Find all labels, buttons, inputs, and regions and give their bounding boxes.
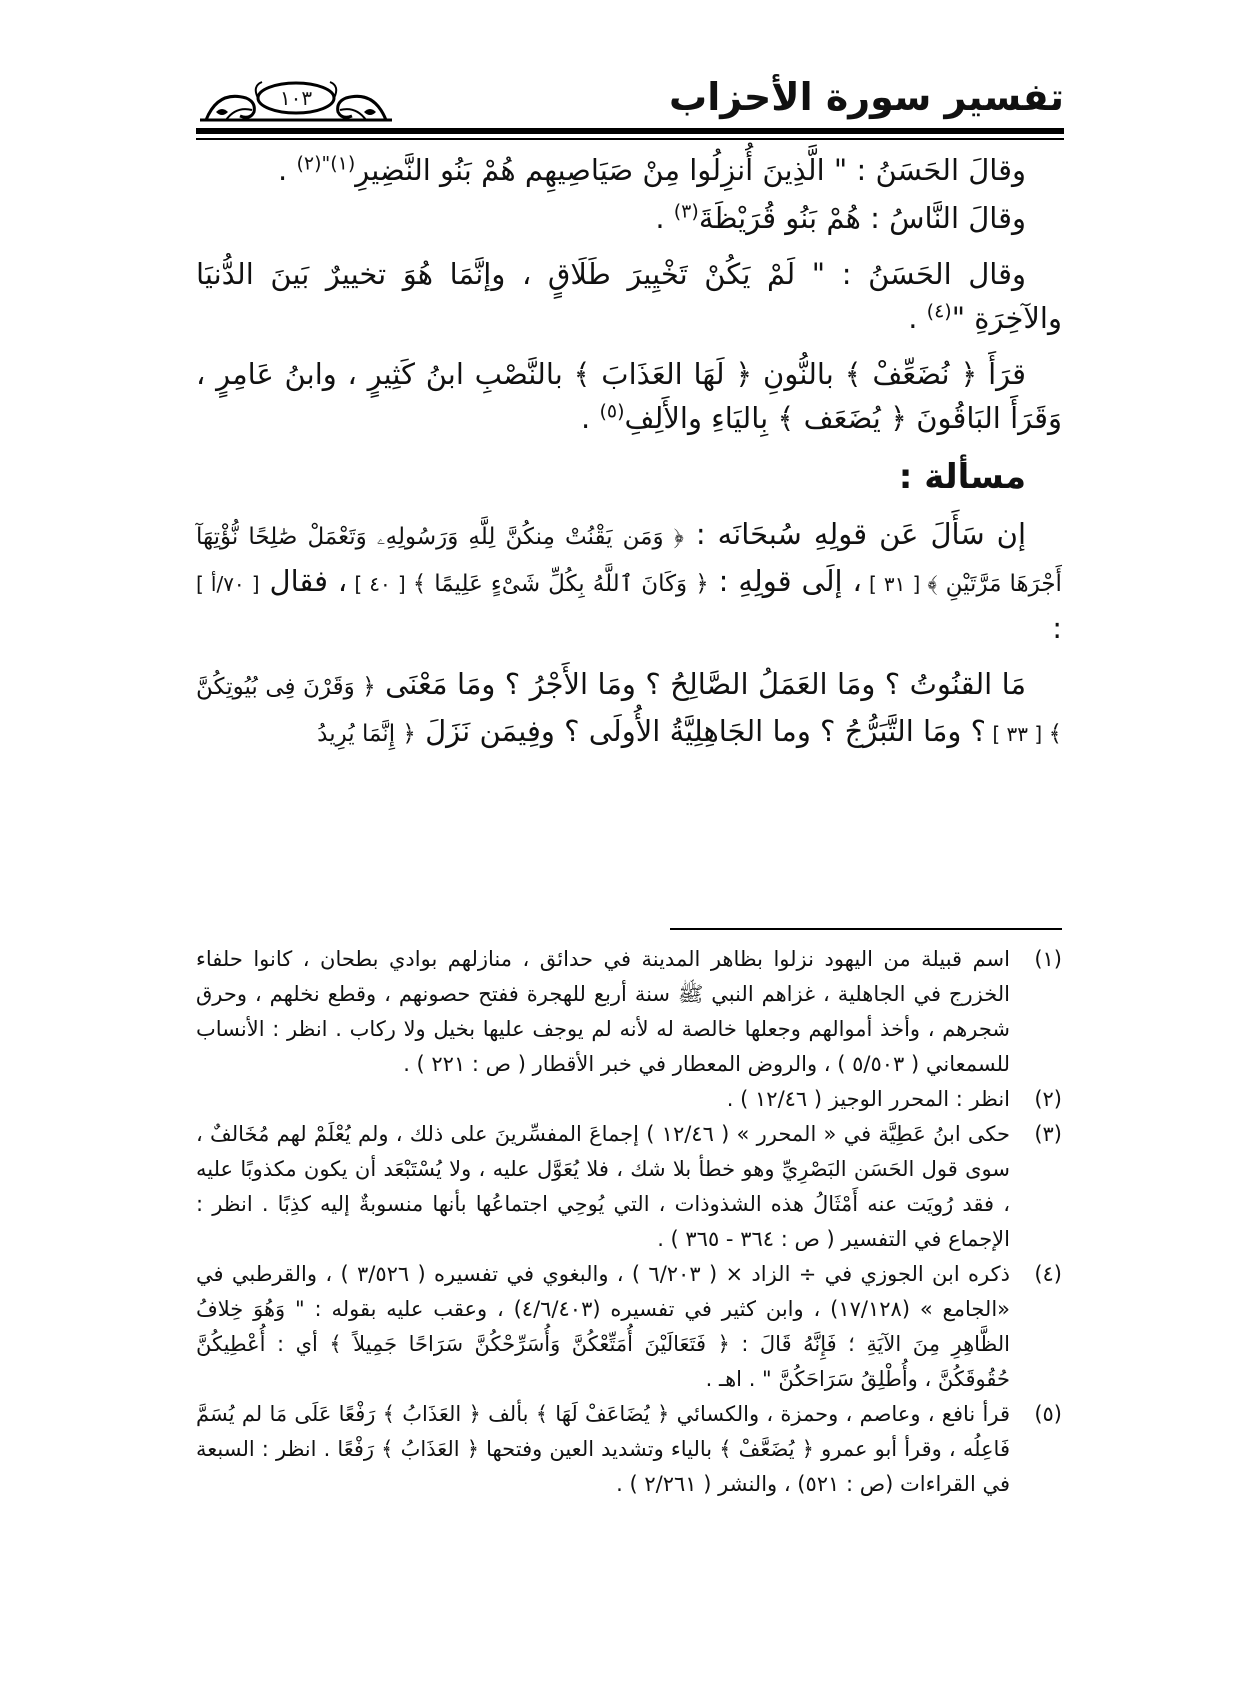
paragraph-1 [196,148,1062,192]
paragraph-end: . [655,201,674,235]
footnote-text: انظر : المحرر الوجيز ( ١٢/٤٦ ) . [726,1087,1010,1111]
footnote-text: حكى ابنُ عَطِيَّة في « المحرر » ( ١٢/٤٦ ) إجماعَ المفسِّرينَ على ذلك ، ولم يُعْلَمْ لهم مُخَالفٌ ، سوى قول الحَسَن البَصْرِيِّ وهو خطأ بلا شك ، فلا يُعَوَّل عليه ، ولا يُسْتَبْعَد أن يكون مكذوبًا عليه ، فقد رُويَت عنه أَمْثَالُ هذه الشذوذات ، التي يُوحِي اجتماعُها بأنها منسوبةٌ إليه كذِبًا . انظر : الإجماع في التفسير ( ص : ٣٦٤ - ٣٦٥ ) . [196,1122,1010,1251]
paragraph-end: . [278,153,297,187]
header-rule-thick [196,128,1064,134]
page-number: ١٠٣ [279,86,313,110]
footnote-5 [196,1397,1062,1502]
quran-quote: ﴿ لَهَا العَذَابَ ﴾ [573,357,753,391]
main-text [196,148,1062,768]
page-header [196,70,1064,126]
paragraph-text: وقالَ النَّاسُ : هُمْ بَنُو قُرَيْظَةَ [698,201,1026,235]
footnote-1 [196,942,1062,1082]
footnote-text: اسم قبيلة من اليهود نزلوا بظاهر المدينة في حدائق ، منازلهم بوادي بطحان ، كانوا حلفاء الخزرج في الجاهلية ، غزاهم النبي ﷺ سنة أربع للهجرة ففتح حصونهم ، وقطع نخلهم ، وحرق شجرهم ، وأخذ أموالهم وجعلها خالصة له لأنه لم يوجف عليها بخيل ولا ركاب . انظر : الأنساب للسمعاني ( ٥/٥٠٣ ) ، والروض المعطار في خبر الأقطار ( ص : ٢٢١ ) . [196,947,1010,1076]
paragraph-6 [196,662,1062,756]
footnote-number: (٥) [1034,1402,1062,1426]
paragraph-5 [196,512,1062,650]
footnote-number: (٢) [1034,1087,1062,1111]
footnote-number: (٤) [1034,1262,1062,1286]
footnote-4 [196,1257,1062,1397]
paragraph-text: ؟ ومَا التَّبَرُّجُ ؟ وما الجَاهِلِيَّةُ الأُولَى ؟ وفِيمَن نَزَلَ [415,714,986,748]
paragraph-text: وقال الحَسَنُ : " لَمْ يَكُنْ تَخْيِيرَ طَلَاقٍ ، وإنَّمَا هُوَ تخييرٌ بَينَ الدُّنيَا والآخِرَةِ " [196,257,1062,335]
section-title: مسألة : [898,457,1026,497]
paragraph-3 [196,252,1062,340]
running-title: تفسير سورة الأحزاب [669,75,1064,119]
paragraph-text: إن سَأَلَ عَن قولِهِ سُبحَانَه : [683,517,1027,551]
quran-quote: ﴿ نُضَعِّفْ ﴾ [844,357,978,391]
footnote-number: (١) [1034,947,1062,971]
verse-reference: [ ٤٠ ] [347,572,413,596]
footnote-number: (٣) [1034,1122,1062,1146]
quran-quote: ﴿ وَكَانَ ٱللَّهُ بِكُلِّ شَىْءٍ عَلِيمًا ﴾ [412,571,709,597]
quran-quote: ﴿ وَقَرْنَ فِى بُيُوتِكُنَّ ﴾ [196,674,1062,747]
paragraph-text: بالنُّونِ [752,357,845,391]
paragraph-text: بالنَّصْبِ ابنُ كَثِيرٍ ، وابنُ عَامِرٍ ، وَقَرَأَ البَاقُونَ [196,357,1062,435]
quran-quote: ﴿ وَمَن يَقْنُتْ مِنكُنَّ لِلَّهِ وَرَسُولِهِۦ وَتَعْمَلْ صَٰلِحًا نُّؤْتِهَآ أَجْرَهَا مَرَّتَيْنِ ﴾ [196,524,1062,597]
footnote-marker[interactable]: (٣) [673,200,699,223]
footnote-text: قرأ نافع ، وعاصم ، وحمزة ، والكسائي ﴿ يُضَاعَفْ لَهَا ﴾ بألف ﴿ العَذَابُ ﴾ رَفْعًا عَلَى مَا لم يُسَمَّ فَاعِلُه ، وقرأ أبو عمرو ﴿ يُضَعَّفْ ﴾ بالياء وتشديد العين وفتحها ﴿ العَذَابُ ﴾ رَفْعًا . انظر : السبعة في القراءات (ص : ٥٢١) ، والنشر ( ٢/٢٦١ ) . [196,1402,1010,1496]
paragraph-text: ، إلَى قولِهِ : [708,564,862,598]
paragraph-4 [196,352,1062,440]
manuscript-folio-reference: [ ٧٠/أ ] [196,572,260,596]
paragraph-text: ، فقال [259,564,348,598]
paragraph-text: بِاليَاءِ والأَلِفِ [624,401,778,435]
footnote-text: ذكره ابن الجوزي في ÷ الزاد × ( ٦/٢٠٣ ) ، والبغوي في تفسيره ( ٣/٥٢٦ ) ، والقرطبي في «الجامع » (١٧/١٢٨) ، وابن كثير في تفسيره (٤/٦/٤٠٣) ، وعقب عليه بقوله : " وَهُوَ خِلافُ الظَّاهِرِ مِنَ الآيَةِ ؛ فَإِنَّهُ قَالَ : ﴿ فَتَعَالَيْنَ أُمَتِّعْكُنَّ وَأُسَرِّحْكُنَّ سَرَاحًا جَمِيلاً ﴾ أي : أُعْطِيكُنَّ حُقُوقَكُنَّ ، وأُطْلِقُ سَرَاحَكُنَّ " . اهـ . [196,1262,1011,1391]
paragraph-text: مَا القنُوتُ ؟ ومَا العَمَلُ الصَّالِحُ ؟ ومَا الأَجْرُ ؟ ومَا مَعْنَى [375,667,1027,701]
footnote-3 [196,1117,1062,1257]
footnote-2 [196,1082,1062,1117]
verse-reference: [ ٣٣ ] [985,722,1049,746]
verse-reference: [ ٣١ ] [861,572,928,596]
quran-quote: ﴿ إِنَّمَا يُرِيدُ [317,721,416,747]
paragraph-end: . [908,301,927,335]
footnote-marker[interactable]: (١)"(٢) [296,152,356,175]
paragraph-2 [196,196,1062,240]
paragraph-end: : [1052,611,1062,645]
header-rule-thin [196,138,1064,140]
paragraph-text: قرَأَ [977,357,1027,391]
footnote-marker[interactable]: (٥) [599,400,625,423]
footnote-marker[interactable]: (٤) [926,300,952,323]
footnote-separator [670,928,1062,930]
quran-quote: ﴿ يُضَعَف ﴾ [777,401,908,435]
footnotes [196,942,1062,1502]
paragraph-end: . [581,401,600,435]
paragraph-text: وقالَ الحَسَنُ : " الَّذِينَ أُنزِلُوا مِنْ صَيَاصِيهِم هُمْ بَنُو النَّضِيرِ [355,153,1026,187]
